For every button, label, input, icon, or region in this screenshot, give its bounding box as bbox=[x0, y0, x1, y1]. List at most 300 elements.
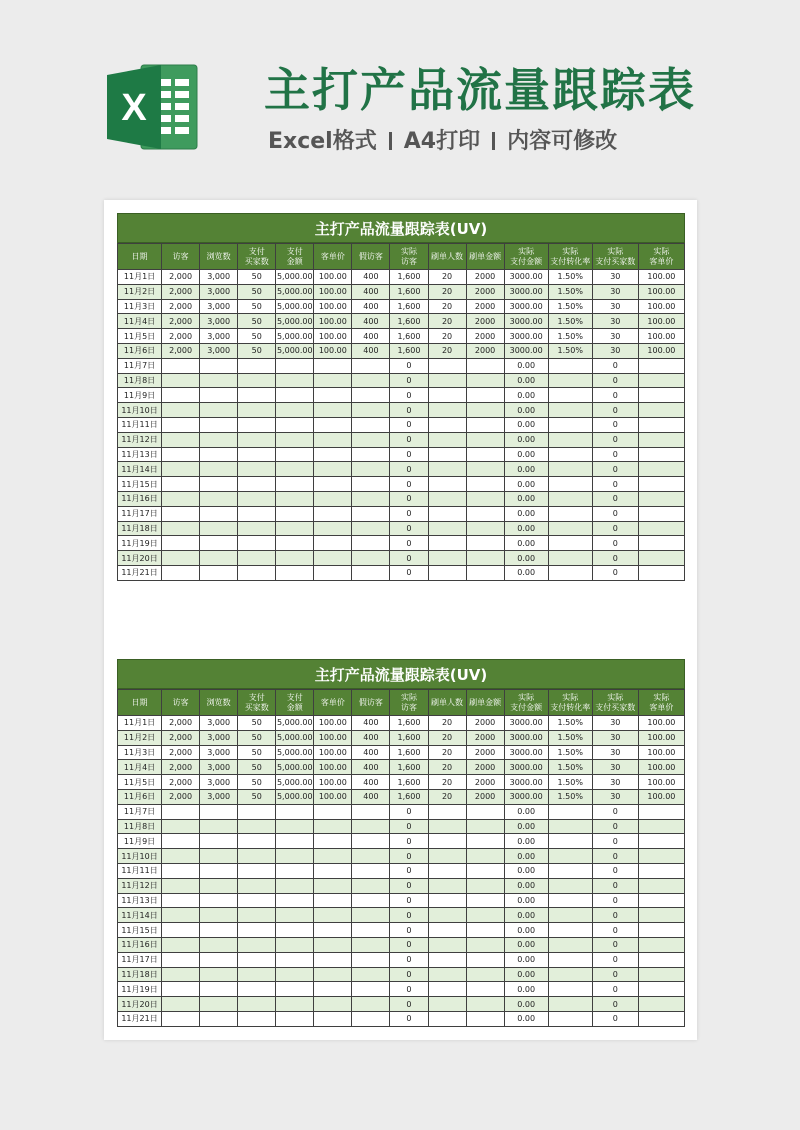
data-cell[interactable] bbox=[352, 878, 390, 893]
data-cell[interactable] bbox=[548, 521, 592, 536]
data-cell[interactable]: 30 bbox=[592, 299, 638, 314]
data-cell[interactable]: 50 bbox=[238, 745, 276, 760]
data-cell[interactable] bbox=[162, 477, 200, 492]
data-cell[interactable] bbox=[428, 462, 466, 477]
data-cell[interactable] bbox=[548, 403, 592, 418]
data-cell[interactable] bbox=[314, 477, 352, 492]
data-cell[interactable] bbox=[548, 373, 592, 388]
data-cell[interactable] bbox=[276, 937, 314, 952]
data-cell[interactable] bbox=[276, 1011, 314, 1026]
data-cell[interactable]: 1.50% bbox=[548, 329, 592, 344]
data-cell[interactable]: 30 bbox=[592, 745, 638, 760]
data-cell[interactable] bbox=[238, 565, 276, 580]
data-cell[interactable] bbox=[162, 373, 200, 388]
data-cell[interactable]: 2000 bbox=[466, 760, 504, 775]
data-cell[interactable] bbox=[466, 923, 504, 938]
data-cell[interactable] bbox=[638, 358, 684, 373]
data-cell[interactable]: 0.00 bbox=[504, 878, 548, 893]
data-cell[interactable]: 0 bbox=[592, 834, 638, 849]
data-cell[interactable]: 400 bbox=[352, 789, 390, 804]
data-cell[interactable]: 3000.00 bbox=[504, 760, 548, 775]
data-cell[interactable]: 1.50% bbox=[548, 760, 592, 775]
data-cell[interactable]: 1,600 bbox=[390, 716, 428, 731]
data-cell[interactable] bbox=[548, 967, 592, 982]
data-cell[interactable]: 0 bbox=[390, 388, 428, 403]
data-cell[interactable] bbox=[548, 358, 592, 373]
data-cell[interactable] bbox=[200, 819, 238, 834]
data-cell[interactable]: 0 bbox=[592, 893, 638, 908]
data-cell[interactable]: 50 bbox=[238, 284, 276, 299]
data-cell[interactable]: 2000 bbox=[466, 314, 504, 329]
data-cell[interactable]: 0 bbox=[390, 462, 428, 477]
date-cell[interactable]: 11月13日 bbox=[118, 447, 162, 462]
data-cell[interactable] bbox=[200, 417, 238, 432]
data-cell[interactable]: 0.00 bbox=[504, 373, 548, 388]
data-cell[interactable] bbox=[162, 937, 200, 952]
data-cell[interactable]: 100.00 bbox=[314, 789, 352, 804]
data-cell[interactable] bbox=[638, 834, 684, 849]
date-cell[interactable]: 11月6日 bbox=[118, 789, 162, 804]
data-cell[interactable]: 30 bbox=[592, 789, 638, 804]
data-cell[interactable] bbox=[352, 551, 390, 566]
data-cell[interactable] bbox=[466, 878, 504, 893]
data-cell[interactable]: 2,000 bbox=[162, 775, 200, 790]
data-cell[interactable] bbox=[352, 1011, 390, 1026]
data-cell[interactable] bbox=[466, 565, 504, 580]
data-cell[interactable] bbox=[466, 358, 504, 373]
data-cell[interactable] bbox=[428, 997, 466, 1012]
date-cell[interactable]: 11月20日 bbox=[118, 551, 162, 566]
data-cell[interactable]: 5,000.00 bbox=[276, 343, 314, 358]
data-cell[interactable] bbox=[162, 447, 200, 462]
data-cell[interactable] bbox=[200, 388, 238, 403]
data-cell[interactable] bbox=[276, 834, 314, 849]
data-cell[interactable]: 0 bbox=[592, 804, 638, 819]
data-cell[interactable]: 3,000 bbox=[200, 329, 238, 344]
data-cell[interactable] bbox=[162, 521, 200, 536]
data-cell[interactable]: 3000.00 bbox=[504, 284, 548, 299]
date-cell[interactable]: 11月4日 bbox=[118, 760, 162, 775]
data-cell[interactable] bbox=[314, 1011, 352, 1026]
data-cell[interactable] bbox=[200, 565, 238, 580]
data-cell[interactable] bbox=[162, 849, 200, 864]
data-cell[interactable]: 30 bbox=[592, 760, 638, 775]
data-cell[interactable] bbox=[638, 506, 684, 521]
data-cell[interactable]: 100.00 bbox=[314, 343, 352, 358]
data-cell[interactable]: 1.50% bbox=[548, 299, 592, 314]
data-cell[interactable]: 0 bbox=[390, 819, 428, 834]
data-cell[interactable]: 1,600 bbox=[390, 299, 428, 314]
data-cell[interactable]: 1.50% bbox=[548, 314, 592, 329]
data-cell[interactable] bbox=[276, 358, 314, 373]
data-cell[interactable]: 3,000 bbox=[200, 716, 238, 731]
data-cell[interactable] bbox=[638, 863, 684, 878]
data-cell[interactable]: 1,600 bbox=[390, 789, 428, 804]
data-cell[interactable]: 3000.00 bbox=[504, 789, 548, 804]
data-cell[interactable]: 30 bbox=[592, 314, 638, 329]
data-cell[interactable]: 0 bbox=[390, 923, 428, 938]
data-cell[interactable] bbox=[352, 373, 390, 388]
data-cell[interactable] bbox=[162, 536, 200, 551]
data-cell[interactable]: 2,000 bbox=[162, 329, 200, 344]
data-cell[interactable] bbox=[314, 893, 352, 908]
date-cell[interactable]: 11月9日 bbox=[118, 834, 162, 849]
date-cell[interactable]: 11月5日 bbox=[118, 329, 162, 344]
data-cell[interactable]: 1.50% bbox=[548, 789, 592, 804]
data-cell[interactable]: 0.00 bbox=[504, 521, 548, 536]
data-cell[interactable] bbox=[276, 403, 314, 418]
data-cell[interactable] bbox=[548, 908, 592, 923]
data-cell[interactable] bbox=[638, 982, 684, 997]
data-cell[interactable]: 5,000.00 bbox=[276, 730, 314, 745]
data-cell[interactable]: 400 bbox=[352, 716, 390, 731]
data-cell[interactable]: 3,000 bbox=[200, 343, 238, 358]
data-cell[interactable]: 2000 bbox=[466, 789, 504, 804]
data-cell[interactable] bbox=[238, 551, 276, 566]
data-cell[interactable] bbox=[200, 403, 238, 418]
data-cell[interactable]: 1,600 bbox=[390, 284, 428, 299]
date-cell[interactable]: 11月3日 bbox=[118, 299, 162, 314]
data-cell[interactable] bbox=[200, 462, 238, 477]
data-cell[interactable] bbox=[466, 893, 504, 908]
data-cell[interactable] bbox=[238, 417, 276, 432]
date-cell[interactable]: 11月21日 bbox=[118, 565, 162, 580]
data-cell[interactable]: 0.00 bbox=[504, 551, 548, 566]
data-cell[interactable] bbox=[638, 536, 684, 551]
data-cell[interactable] bbox=[548, 849, 592, 864]
data-cell[interactable]: 3,000 bbox=[200, 745, 238, 760]
date-cell[interactable]: 11月8日 bbox=[118, 819, 162, 834]
data-cell[interactable]: 100.00 bbox=[314, 270, 352, 285]
data-cell[interactable] bbox=[352, 506, 390, 521]
data-cell[interactable] bbox=[548, 417, 592, 432]
data-cell[interactable]: 0.00 bbox=[504, 863, 548, 878]
data-cell[interactable] bbox=[466, 952, 504, 967]
data-cell[interactable] bbox=[200, 551, 238, 566]
data-cell[interactable] bbox=[352, 863, 390, 878]
data-cell[interactable] bbox=[162, 893, 200, 908]
data-cell[interactable]: 0 bbox=[390, 937, 428, 952]
data-cell[interactable]: 0.00 bbox=[504, 565, 548, 580]
data-cell[interactable]: 0 bbox=[390, 551, 428, 566]
data-cell[interactable] bbox=[238, 804, 276, 819]
data-cell[interactable] bbox=[352, 477, 390, 492]
data-cell[interactable] bbox=[238, 447, 276, 462]
data-cell[interactable]: 0 bbox=[390, 373, 428, 388]
data-cell[interactable]: 400 bbox=[352, 730, 390, 745]
data-cell[interactable]: 0 bbox=[592, 491, 638, 506]
data-cell[interactable] bbox=[352, 997, 390, 1012]
data-cell[interactable] bbox=[428, 565, 466, 580]
data-cell[interactable]: 0 bbox=[592, 551, 638, 566]
date-cell[interactable]: 11月16日 bbox=[118, 937, 162, 952]
data-cell[interactable] bbox=[276, 997, 314, 1012]
data-cell[interactable]: 50 bbox=[238, 299, 276, 314]
data-cell[interactable] bbox=[352, 893, 390, 908]
data-cell[interactable]: 1,600 bbox=[390, 343, 428, 358]
data-cell[interactable] bbox=[200, 432, 238, 447]
data-cell[interactable] bbox=[314, 373, 352, 388]
data-cell[interactable]: 20 bbox=[428, 314, 466, 329]
data-cell[interactable] bbox=[466, 491, 504, 506]
data-cell[interactable]: 3,000 bbox=[200, 760, 238, 775]
data-cell[interactable]: 2000 bbox=[466, 284, 504, 299]
data-cell[interactable] bbox=[548, 952, 592, 967]
date-cell[interactable]: 11月15日 bbox=[118, 923, 162, 938]
data-cell[interactable] bbox=[466, 863, 504, 878]
data-cell[interactable] bbox=[548, 923, 592, 938]
data-cell[interactable]: 5,000.00 bbox=[276, 270, 314, 285]
data-cell[interactable] bbox=[466, 908, 504, 923]
date-cell[interactable]: 11月7日 bbox=[118, 358, 162, 373]
data-cell[interactable] bbox=[352, 937, 390, 952]
data-cell[interactable]: 2,000 bbox=[162, 314, 200, 329]
data-cell[interactable]: 20 bbox=[428, 716, 466, 731]
data-cell[interactable] bbox=[466, 388, 504, 403]
data-cell[interactable] bbox=[428, 967, 466, 982]
data-cell[interactable] bbox=[276, 878, 314, 893]
data-cell[interactable] bbox=[548, 804, 592, 819]
data-cell[interactable]: 0 bbox=[592, 358, 638, 373]
data-cell[interactable]: 20 bbox=[428, 343, 466, 358]
data-cell[interactable]: 0.00 bbox=[504, 804, 548, 819]
date-cell[interactable]: 11月1日 bbox=[118, 270, 162, 285]
data-cell[interactable] bbox=[314, 358, 352, 373]
data-cell[interactable]: 3000.00 bbox=[504, 314, 548, 329]
date-cell[interactable]: 11月3日 bbox=[118, 745, 162, 760]
data-cell[interactable]: 1,600 bbox=[390, 775, 428, 790]
data-cell[interactable]: 0 bbox=[592, 923, 638, 938]
data-cell[interactable]: 5,000.00 bbox=[276, 329, 314, 344]
data-cell[interactable]: 100.00 bbox=[638, 775, 684, 790]
data-cell[interactable] bbox=[428, 417, 466, 432]
data-cell[interactable] bbox=[200, 952, 238, 967]
data-cell[interactable] bbox=[466, 417, 504, 432]
data-cell[interactable]: 2000 bbox=[466, 730, 504, 745]
data-cell[interactable]: 2,000 bbox=[162, 343, 200, 358]
data-cell[interactable]: 0 bbox=[592, 937, 638, 952]
data-cell[interactable] bbox=[638, 373, 684, 388]
data-cell[interactable] bbox=[314, 506, 352, 521]
data-cell[interactable] bbox=[638, 997, 684, 1012]
data-cell[interactable]: 0 bbox=[390, 1011, 428, 1026]
data-cell[interactable]: 100.00 bbox=[638, 730, 684, 745]
data-cell[interactable]: 5,000.00 bbox=[276, 716, 314, 731]
data-cell[interactable] bbox=[466, 403, 504, 418]
data-cell[interactable]: 100.00 bbox=[314, 775, 352, 790]
data-cell[interactable] bbox=[162, 982, 200, 997]
data-cell[interactable]: 30 bbox=[592, 329, 638, 344]
data-cell[interactable]: 100.00 bbox=[314, 716, 352, 731]
data-cell[interactable] bbox=[638, 893, 684, 908]
data-cell[interactable] bbox=[162, 551, 200, 566]
data-cell[interactable] bbox=[162, 878, 200, 893]
date-cell[interactable]: 11月19日 bbox=[118, 982, 162, 997]
data-cell[interactable] bbox=[548, 506, 592, 521]
date-cell[interactable]: 11月15日 bbox=[118, 477, 162, 492]
data-cell[interactable]: 20 bbox=[428, 745, 466, 760]
data-cell[interactable]: 3,000 bbox=[200, 284, 238, 299]
data-cell[interactable]: 0 bbox=[592, 819, 638, 834]
data-cell[interactable]: 0.00 bbox=[504, 967, 548, 982]
data-cell[interactable]: 5,000.00 bbox=[276, 314, 314, 329]
date-cell[interactable]: 11月13日 bbox=[118, 893, 162, 908]
data-cell[interactable] bbox=[276, 967, 314, 982]
date-cell[interactable]: 11月21日 bbox=[118, 1011, 162, 1026]
data-cell[interactable]: 20 bbox=[428, 270, 466, 285]
data-cell[interactable] bbox=[276, 908, 314, 923]
data-cell[interactable]: 400 bbox=[352, 314, 390, 329]
data-cell[interactable] bbox=[162, 952, 200, 967]
data-cell[interactable] bbox=[428, 834, 466, 849]
data-cell[interactable]: 20 bbox=[428, 789, 466, 804]
date-cell[interactable]: 11月20日 bbox=[118, 997, 162, 1012]
data-cell[interactable] bbox=[466, 477, 504, 492]
data-cell[interactable] bbox=[314, 923, 352, 938]
data-cell[interactable]: 0 bbox=[390, 403, 428, 418]
data-cell[interactable]: 0 bbox=[390, 447, 428, 462]
data-cell[interactable] bbox=[638, 388, 684, 403]
data-cell[interactable]: 0.00 bbox=[504, 506, 548, 521]
data-cell[interactable]: 0 bbox=[390, 834, 428, 849]
data-cell[interactable]: 1.50% bbox=[548, 730, 592, 745]
data-cell[interactable] bbox=[352, 967, 390, 982]
data-cell[interactable]: 0 bbox=[390, 536, 428, 551]
data-cell[interactable] bbox=[638, 565, 684, 580]
data-cell[interactable] bbox=[314, 819, 352, 834]
data-cell[interactable] bbox=[238, 952, 276, 967]
data-cell[interactable] bbox=[200, 506, 238, 521]
data-cell[interactable] bbox=[200, 908, 238, 923]
data-cell[interactable] bbox=[548, 388, 592, 403]
data-cell[interactable]: 2,000 bbox=[162, 716, 200, 731]
data-cell[interactable] bbox=[162, 923, 200, 938]
date-cell[interactable]: 11月12日 bbox=[118, 432, 162, 447]
data-cell[interactable] bbox=[162, 834, 200, 849]
data-cell[interactable] bbox=[352, 521, 390, 536]
data-cell[interactable]: 2,000 bbox=[162, 730, 200, 745]
data-cell[interactable]: 100.00 bbox=[638, 299, 684, 314]
data-cell[interactable]: 20 bbox=[428, 284, 466, 299]
data-cell[interactable]: 3,000 bbox=[200, 314, 238, 329]
data-cell[interactable]: 0.00 bbox=[504, 849, 548, 864]
data-cell[interactable]: 100.00 bbox=[314, 745, 352, 760]
data-cell[interactable] bbox=[638, 937, 684, 952]
data-cell[interactable] bbox=[162, 506, 200, 521]
data-cell[interactable] bbox=[428, 982, 466, 997]
data-cell[interactable] bbox=[428, 521, 466, 536]
data-cell[interactable] bbox=[638, 804, 684, 819]
data-cell[interactable]: 0 bbox=[592, 388, 638, 403]
data-cell[interactable] bbox=[548, 893, 592, 908]
data-cell[interactable]: 0.00 bbox=[504, 952, 548, 967]
data-cell[interactable] bbox=[466, 551, 504, 566]
data-cell[interactable]: 2,000 bbox=[162, 270, 200, 285]
data-cell[interactable] bbox=[548, 447, 592, 462]
data-cell[interactable]: 0 bbox=[592, 849, 638, 864]
data-cell[interactable]: 0 bbox=[390, 863, 428, 878]
data-cell[interactable]: 400 bbox=[352, 299, 390, 314]
data-cell[interactable]: 0.00 bbox=[504, 462, 548, 477]
data-cell[interactable] bbox=[428, 923, 466, 938]
data-cell[interactable] bbox=[428, 403, 466, 418]
data-cell[interactable] bbox=[466, 819, 504, 834]
data-cell[interactable] bbox=[428, 551, 466, 566]
data-cell[interactable]: 100.00 bbox=[314, 284, 352, 299]
data-cell[interactable]: 0 bbox=[592, 447, 638, 462]
data-cell[interactable]: 3000.00 bbox=[504, 745, 548, 760]
data-cell[interactable] bbox=[276, 447, 314, 462]
data-cell[interactable]: 0 bbox=[390, 358, 428, 373]
data-cell[interactable] bbox=[238, 477, 276, 492]
data-cell[interactable] bbox=[276, 923, 314, 938]
data-cell[interactable] bbox=[238, 432, 276, 447]
data-cell[interactable] bbox=[276, 893, 314, 908]
data-cell[interactable] bbox=[466, 937, 504, 952]
data-cell[interactable]: 3,000 bbox=[200, 775, 238, 790]
data-cell[interactable] bbox=[352, 819, 390, 834]
data-cell[interactable] bbox=[276, 462, 314, 477]
data-cell[interactable] bbox=[638, 849, 684, 864]
data-cell[interactable]: 0.00 bbox=[504, 358, 548, 373]
data-cell[interactable] bbox=[466, 432, 504, 447]
data-cell[interactable] bbox=[352, 923, 390, 938]
data-cell[interactable] bbox=[276, 417, 314, 432]
data-cell[interactable] bbox=[638, 967, 684, 982]
data-cell[interactable] bbox=[238, 521, 276, 536]
data-cell[interactable]: 0 bbox=[592, 908, 638, 923]
data-cell[interactable] bbox=[276, 506, 314, 521]
data-cell[interactable] bbox=[638, 952, 684, 967]
data-cell[interactable]: 20 bbox=[428, 329, 466, 344]
data-cell[interactable] bbox=[466, 967, 504, 982]
data-cell[interactable]: 20 bbox=[428, 775, 466, 790]
data-cell[interactable]: 1.50% bbox=[548, 745, 592, 760]
data-cell[interactable]: 0 bbox=[592, 982, 638, 997]
data-cell[interactable]: 2,000 bbox=[162, 299, 200, 314]
data-cell[interactable] bbox=[428, 952, 466, 967]
data-cell[interactable] bbox=[314, 417, 352, 432]
data-cell[interactable]: 0 bbox=[592, 506, 638, 521]
data-cell[interactable] bbox=[200, 923, 238, 938]
data-cell[interactable] bbox=[638, 551, 684, 566]
data-cell[interactable] bbox=[238, 863, 276, 878]
data-cell[interactable] bbox=[314, 997, 352, 1012]
data-cell[interactable] bbox=[200, 447, 238, 462]
data-cell[interactable] bbox=[638, 878, 684, 893]
data-cell[interactable] bbox=[314, 403, 352, 418]
data-cell[interactable] bbox=[548, 551, 592, 566]
data-cell[interactable] bbox=[428, 863, 466, 878]
data-cell[interactable]: 2000 bbox=[466, 299, 504, 314]
data-cell[interactable] bbox=[548, 863, 592, 878]
data-cell[interactable] bbox=[352, 462, 390, 477]
data-cell[interactable] bbox=[162, 1011, 200, 1026]
data-cell[interactable] bbox=[548, 477, 592, 492]
data-cell[interactable]: 1,600 bbox=[390, 760, 428, 775]
data-cell[interactable] bbox=[314, 967, 352, 982]
data-cell[interactable] bbox=[200, 373, 238, 388]
data-cell[interactable]: 400 bbox=[352, 284, 390, 299]
data-cell[interactable]: 400 bbox=[352, 745, 390, 760]
data-cell[interactable] bbox=[466, 521, 504, 536]
data-cell[interactable]: 50 bbox=[238, 789, 276, 804]
data-cell[interactable] bbox=[276, 536, 314, 551]
data-cell[interactable] bbox=[314, 878, 352, 893]
date-cell[interactable]: 11月12日 bbox=[118, 878, 162, 893]
data-cell[interactable] bbox=[428, 878, 466, 893]
data-cell[interactable]: 30 bbox=[592, 716, 638, 731]
